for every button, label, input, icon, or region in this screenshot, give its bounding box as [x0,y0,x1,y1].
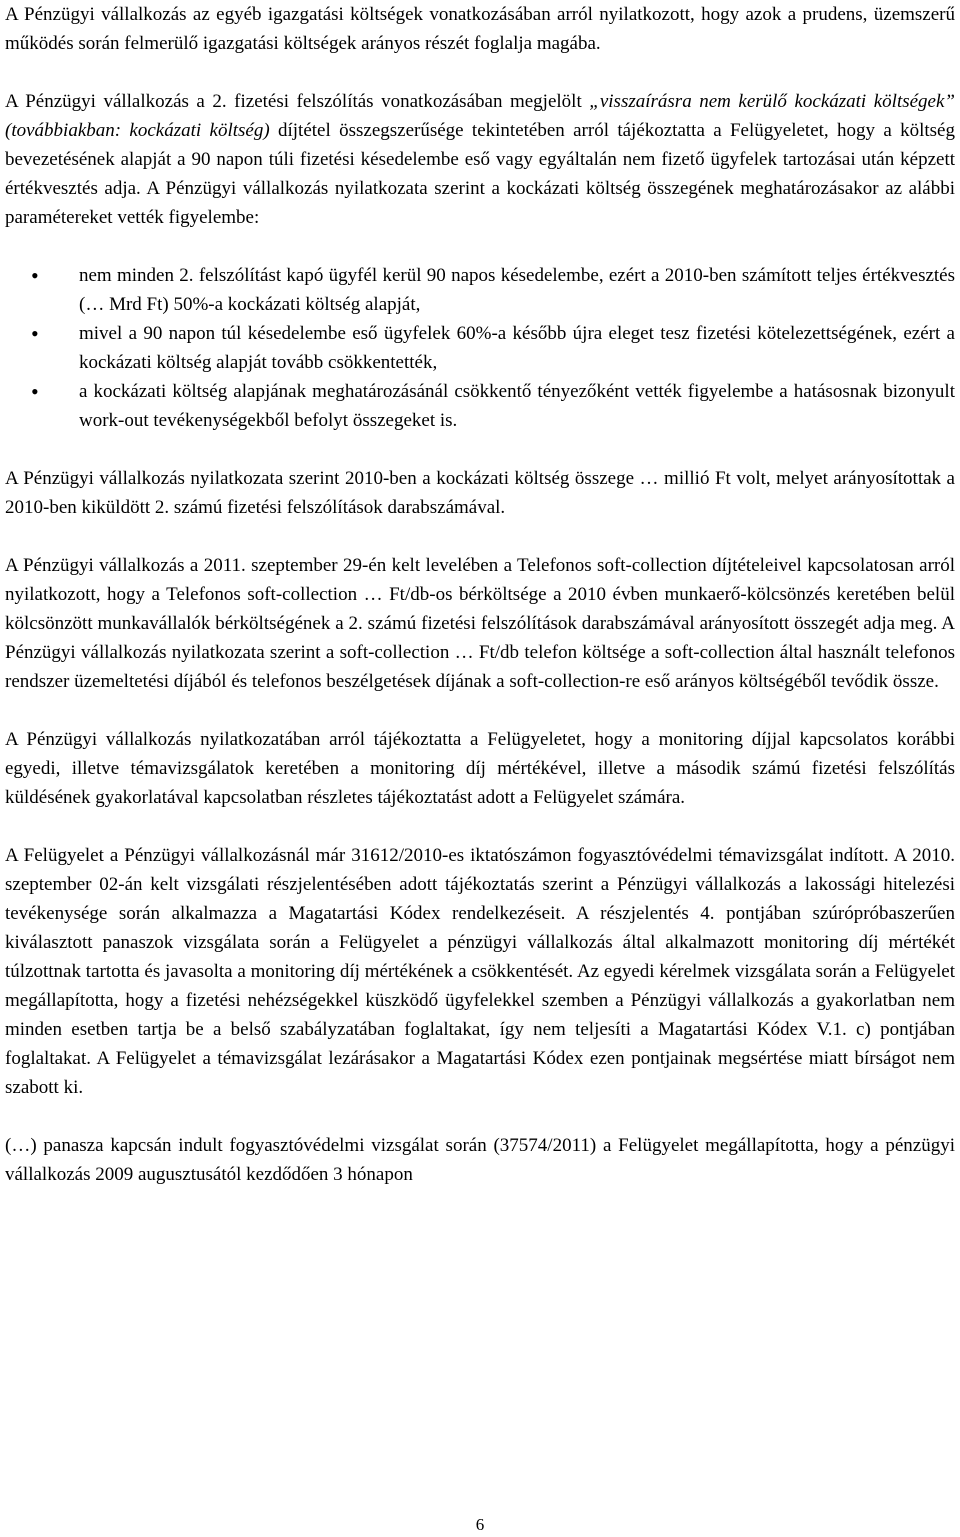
paragraph-risk-cost-text-b: díjtétel összegszerűsége tekintetében arról tájékoztatta a Felügyeletet, hogy a költség bevezetésének alapját a 90 napon túli fizetési késedelembe eső vagy egyáltalán nem fizető ügyfelek tartozásai után képzett értékvesztés adja. A Pénzügyi vállalkozás nyilatkozata szerint a kockázati költség összegének meghatározásakor az alábbi paramétereket vették figyelembe: [5,120,955,228]
paragraph-risk-cost-italic: „visszaírásra nem kerülő kockázati költségek” (továbbiakban: kockázati költség) [5,91,955,141]
paragraph-soft-collection: A Pénzügyi vállalkozás a 2011. szeptember 29-én kelt levelében a Telefonos soft-collection díjtételeivel kapcsolatosan arról nyilatkozott, hogy a Telefonos soft-collection … Ft/db-os bérköltsége a 2010 évben munkaerő-kölcsönzés keretében belül kölcsönzött munkavállalók bérköltségének a 2. számú fizetési felszólítások darabszámával arányosított összegét adja meg. A Pénzügyi vállalkozás nyilatkozata szerint a soft-collection … Ft/db telefon költsége a soft-collection által használt telefonos rendszer üzemeltetési díjából és telefonos beszélgetések díjának a soft-collection-re eső arányos költségéből tevődik össze. [5,555,955,692]
paragraph-admin-costs: A Pénzügyi vállalkozás az egyéb igazgatási költségek vonatkozásában arról nyilatkozott, hogy azok a prudens, üzemszerű működés során felmerülő igazgatási költségek arányos részét foglalja magába. [5,4,955,54]
paragraph-supervisory-inspection: A Felügyelet a Pénzügyi vállalkozásnál már 31612/2010-es iktatószámon fogyasztóvédelmi témavizsgálat indított. A 2010. szeptember 02-án kelt vizsgálati részjelentésében adott tájékoztatás szerint a Pénzügyi vállalkozás a lakossági hitelezési tevékenysége során alkalmazza a Magatartási Kódex rendelkezéseit. A részjelentés 4. pontjában szúrópróbaszerűen kiválasztott panaszok vizsgálata során a Felügyelet a pénzügyi vállalkozás által alkalmazott monitoring díj mértékét túlzottnak tartotta és javasolta a monitoring díj mértékének a csökkentését. Az egyedi kérelmek vizsgálata során a Felügyelet megállapította, hogy a fizetési nehézségekkel küszködő ügyfelekkel szemben a Pénzügyi vállalkozás a gyakorlatban nem minden esetben tartja be a belső szabályzatában foglaltakat, így nem teljesíti a Magatartási Kódex V.1. c) pontjában foglaltakat. A Felügyelet a témavizsgálat lezárásakor a Magatartási Kódex ezen pontjainak megsértése miatt bírságot nem szabott ki. [5,845,955,1098]
paragraph-complaint: (…) panasza kapcsán indult fogyasztóvédelmi vizsgálat során (37574/2011) a Felügyelet megállapította, hogy a pénzügyi vállalkozás 2009 augusztusától kezdődően 3 hónapon [5,1135,955,1185]
parameter-list [5,261,955,435]
list-item: • mivel a 90 napon túl késedelembe eső ügyfelek 60%-a később újra eleget tesz fizetési kötelezettségének, ezért a kockázati költség alapját tovább csökkentették, [5,319,955,377]
paragraph-risk-cost [5,87,955,232]
document-body [5,0,955,1189]
paragraph-monitoring-fee: A Pénzügyi vállalkozás nyilatkozatában arról tájékoztatta a Felügyeletet, hogy a monitoring díjjal kapcsolatos korábbi egyedi, illetve témavizsgálatok keretében a monitoring díj mértékével, illetve a második számú fizetési felszólítás küldésének gyakorlatával kapcsolatban részletes tájékoztatást adott a Felügyelet számára. [5,729,955,808]
list-item: • a kockázati költség alapjának meghatározásánál csökkentő tényezőként vették figyelembe a hatásosnak bizonyult work-out tevékenységekből befolyt összegeket is. [5,377,955,435]
paragraph-risk-cost-text-a: A Pénzügyi vállalkozás a 2. fizetési felszólítás vonatkozásában megjelölt [5,91,590,112]
paragraph-risk-cost-amount: A Pénzügyi vállalkozás nyilatkozata szerint 2010-ben a kockázati költség összege … millió Ft volt, melyet arányosítottak a 2010-ben kiküldött 2. számú fizetési felszólítások darabszámával. [5,468,955,518]
page-number: 6 [475,1515,485,1534]
list-item: • nem minden 2. felszólítást kapó ügyfél kerül 90 napos késedelembe, ezért a 2010-ben számított teljes értékvesztés (… Mrd Ft) 50%-a kockázati költség alapját, [5,261,955,319]
